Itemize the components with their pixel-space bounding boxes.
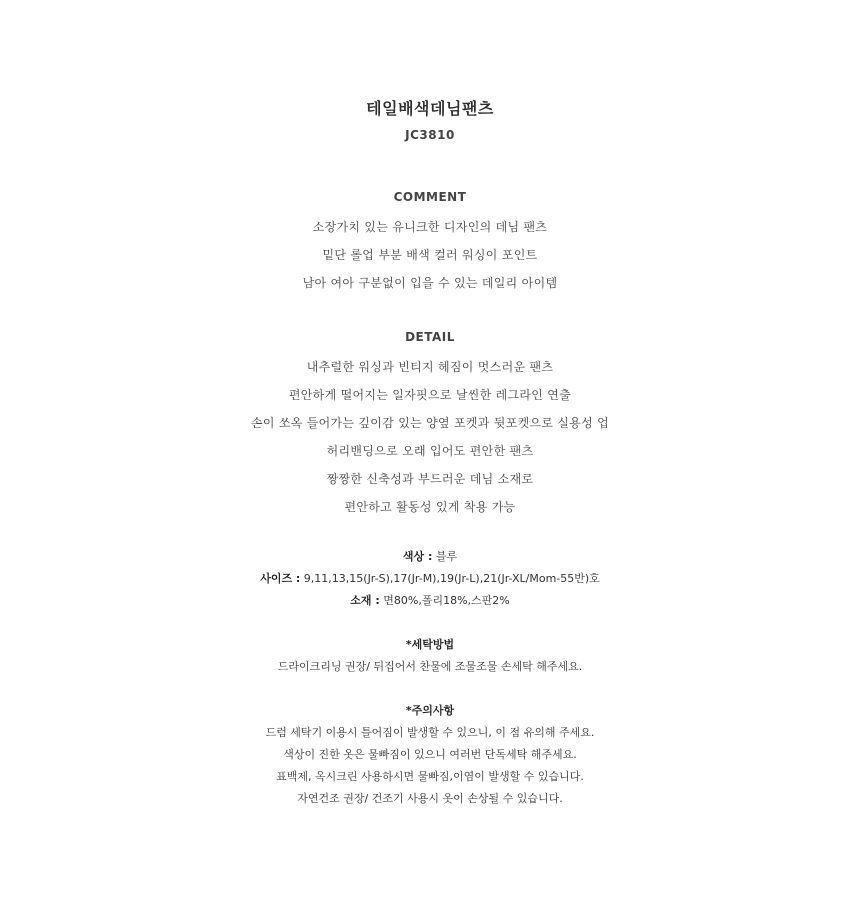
detail-line: 짱짱한 신축성과 부드러운 데님 소재로 xyxy=(326,472,534,486)
detail-line: 편안하게 떨어지는 일자핏으로 날씬한 레그라인 연출 xyxy=(288,388,572,402)
size-label: 사이즈 : xyxy=(260,572,301,585)
detail-heading: DETAIL xyxy=(405,330,455,344)
caution-heading: *주의사항 xyxy=(405,704,455,717)
comment-line: 남아 여아 구분없이 입을 수 있는 데일리 아이템 xyxy=(302,276,558,290)
washing-line: 드라이크리닝 권장/ 뒤집어서 찬물에 조물조물 손세탁 해주세요. xyxy=(277,660,583,673)
detail-line: 내추럴한 워싱과 빈티지 헤짐이 멋스러운 팬츠 xyxy=(306,360,554,374)
washing-heading: *세탁방법 xyxy=(405,638,455,651)
caution-line: 색상이 진한 옷은 물빠짐이 있으니 여러번 단독세탁 해주세요. xyxy=(283,748,577,761)
comment-heading: COMMENT xyxy=(393,190,467,204)
caution-line: 자연건조 권장/ 건조기 사용시 옷이 손상될 수 있습니다. xyxy=(297,792,563,805)
product-name: 테일배색데님팬츠 xyxy=(366,99,494,118)
material-value: 면80%,폴리18%,스판2% xyxy=(383,594,510,607)
detail-line: 손이 쏘옥 들어가는 깊이감 있는 양옆 포켓과 뒷포켓으로 실용성 업 xyxy=(250,416,610,430)
size-value: 9,11,13,15(Jr-S),17(Jr-M),19(Jr-L),21(Jr-XL/Mom-55반)호 xyxy=(303,572,600,585)
material-label: 소재 : xyxy=(350,594,380,607)
detail-line: 허리밴딩으로 오래 입어도 편안한 팬츠 xyxy=(326,444,534,458)
comment-line: 소장가치 있는 유니크한 디자인의 데님 팬츠 xyxy=(312,220,548,234)
detail-line: 편안하고 활동성 있게 착용 가능 xyxy=(344,500,516,514)
product-code: JC3810 xyxy=(405,128,455,142)
comment-line: 밑단 롤업 부분 배색 컬러 워싱이 포인트 xyxy=(322,248,538,262)
color-value: 블루 xyxy=(435,550,458,563)
color-spec xyxy=(0,548,860,564)
color-label: 색상 : xyxy=(402,550,433,563)
size-spec xyxy=(0,570,860,586)
material-spec xyxy=(0,592,860,608)
caution-line: 표백제, 옥시크린 사용하시면 물빠짐,이염이 발생할 수 있습니다. xyxy=(276,770,584,783)
caution-line: 드럼 세탁기 이용시 틀어짐이 발생할 수 있으니, 이 점 유의해 주세요. xyxy=(265,726,595,739)
